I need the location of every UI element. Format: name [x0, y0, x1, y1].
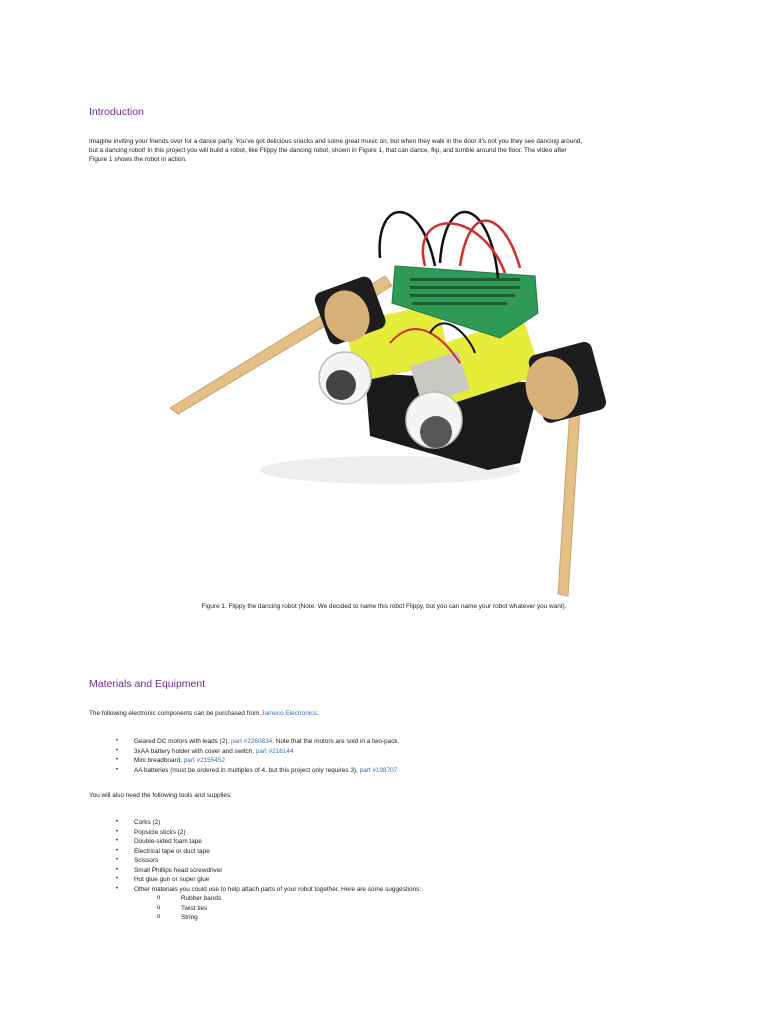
list-item: • Mini breadboard, part #2155452 — [116, 757, 225, 764]
bullet-icon: • — [116, 876, 119, 882]
materials-heading: Materials and Equipment — [89, 678, 206, 690]
bullet-icon: • — [116, 857, 119, 863]
tools-intro: You will also need the following tools and supplies: — [89, 792, 232, 799]
list-item: o Twist ties — [157, 904, 208, 912]
list-item: • Popsicle sticks (2) — [116, 828, 186, 836]
intro-line-3: Figure 1 shows the robot in action. — [89, 156, 187, 164]
list-item: • 3xAA battery holder with cover and switch, part #216144 — [116, 747, 294, 755]
bullet-icon: • — [116, 866, 119, 873]
circle-bullet-icon: o — [157, 904, 161, 911]
part-link[interactable]: part #216144 — [255, 747, 294, 755]
bullet-icon: • — [116, 838, 119, 844]
components-list — [89, 737, 399, 775]
suggestions-list — [134, 894, 421, 923]
list-item: • Other materials you could use to help attach parts of your robot together. Here are some suggestions: o Rubber bands o Twist ties o String — [116, 885, 422, 921]
bullet-icon: • — [116, 847, 119, 854]
list-item: o String — [157, 914, 198, 921]
list-item: • Scissors — [116, 857, 159, 864]
list-item: • AA batteries (must be ordered in multiples of 4, but this project only requires 3), part #198707 — [116, 766, 398, 774]
list-item: • Double-sided foam tape — [116, 838, 202, 845]
materials-intro-text: The following electronic components can be purchased from — [89, 710, 262, 717]
part-link[interactable]: part #2155452 — [183, 757, 225, 764]
materials-intro-end: : — [316, 710, 319, 717]
robot-illustration — [160, 188, 610, 598]
introduction-heading: Introduction — [89, 106, 144, 118]
list-item: • Electrical tape or duct tape — [116, 847, 210, 855]
bullet-icon: • — [116, 885, 119, 892]
bullet-icon: • — [116, 819, 119, 825]
list-item: • Corks (2) — [116, 819, 161, 826]
bullet-icon: • — [116, 738, 119, 744]
introduction-paragraph — [89, 137, 689, 165]
intro-line-2: but a dancing robot! In this project you will build a robot, like Flippy the dancing robot, shown in Figure 1, that can dance, flip, and tumble around the floor. The video after — [89, 147, 567, 155]
circle-bullet-icon: o — [157, 895, 161, 901]
bullet-icon: • — [116, 828, 119, 835]
figure-caption: Figure 1. Flippy the dancing robot (Note: We decided to name this robot Flippy, but you can name your robot whatever you want). — [201, 603, 567, 610]
list-item: o Rubber bands — [157, 895, 222, 902]
intro-line-1: Imagine inviting your friends over for a dance party. You've got delicious snacks and some great music on, but when they walk in the door it's not you they see dancing around, — [89, 138, 583, 145]
materials-intro — [89, 709, 689, 718]
list-item: • Geared DC motors with leads (2), part #2260834. Note that the motors are sold in a two-pack. — [116, 738, 400, 745]
part-link[interactable]: part #198707 — [359, 766, 398, 774]
list-item: • Hot glue gun or super glue — [116, 876, 210, 883]
bullet-icon: • — [116, 747, 119, 754]
tools-list — [89, 818, 421, 923]
jameco-link[interactable]: Jameco Electronics — [261, 710, 317, 717]
circle-bullet-icon: o — [157, 914, 161, 920]
list-item: • Small Phillips head screwdriver — [116, 866, 223, 874]
bullet-icon: • — [116, 757, 119, 763]
flippy-robot-photo — [160, 188, 610, 598]
bullet-icon: • — [116, 766, 119, 773]
part-link[interactable]: part #2260834 — [230, 738, 273, 745]
